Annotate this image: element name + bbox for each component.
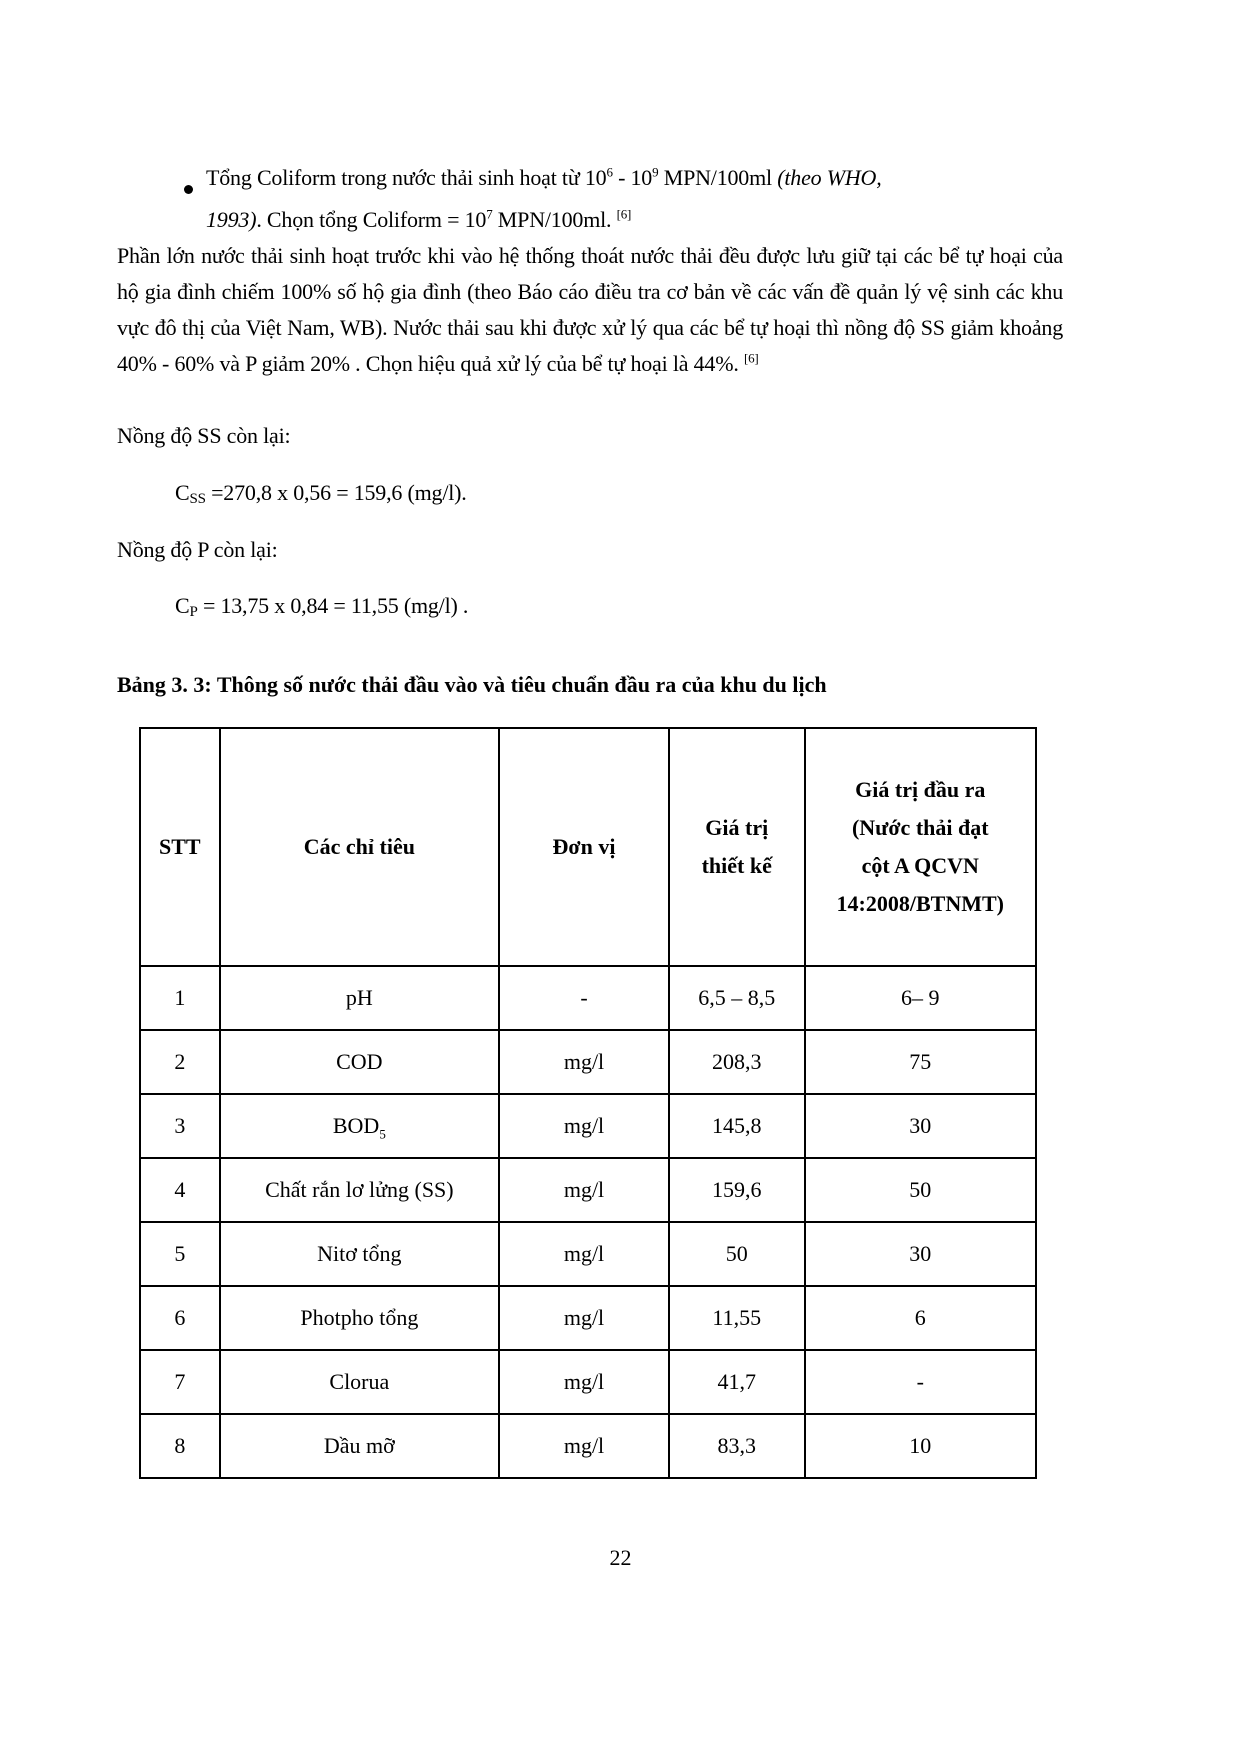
wastewater-parameters-table	[139, 727, 1037, 1479]
cell-output: 6	[805, 1286, 1036, 1350]
table-caption: Bảng 3. 3: Thông số nước thải đầu vào và tiêu chuẩn đầu ra của khu du lịch	[117, 672, 827, 697]
cell-unit: mg/l	[499, 1414, 669, 1478]
cell-output: 50	[805, 1158, 1036, 1222]
bullet-text: - 10	[612, 165, 653, 190]
cell-parameter: COD	[220, 1030, 499, 1094]
header-stt: STT	[140, 728, 220, 966]
table-row	[140, 966, 1036, 1030]
paragraph-text: Phần lớn nước thải sinh hoạt trước khi vào hệ thống thoát nước thải đều được lưu giữ tại các bể tự hoại của hộ gia đình chiếm 100% số hộ gia đình (theo Báo cáo điều tra cơ bản về các vấn đề quản lý vệ sinh các khu vực đô thị của Việt Nam, WB). Nước thải sau khi được xử lý qua các bể tự hoại thì nồng độ SS giảm khoảng 40% - 60% và P giảm 20% . Chọn hiệu quả xử lý của bể tự hoại là 44%.	[117, 243, 1063, 376]
cell-design: 159,6	[669, 1158, 805, 1222]
formula-expression: =270,8 x 0,56 = 159,6 (mg/l).	[205, 480, 467, 505]
cell-design: 208,3	[669, 1030, 805, 1094]
cell-stt: 5	[140, 1222, 220, 1286]
cell-parameter: Chất rắn lơ lửng (SS)	[220, 1158, 499, 1222]
cell-design: 6,5 – 8,5	[669, 966, 805, 1030]
header-line: thiết kế	[701, 853, 772, 878]
formula-symbol: C	[175, 480, 190, 505]
header-line: Giá trị	[705, 815, 769, 840]
header-parameter: Các chỉ tiêu	[220, 728, 499, 966]
cell-design: 83,3	[669, 1414, 805, 1478]
exponent: 9	[652, 164, 659, 180]
cell-stt: 6	[140, 1286, 220, 1350]
header-unit: Đơn vị	[499, 728, 669, 966]
cell-unit: -	[499, 966, 669, 1030]
cell-stt: 7	[140, 1350, 220, 1414]
cell-output: -	[805, 1350, 1036, 1414]
parameter-subscript: 5	[379, 1126, 386, 1142]
cell-design: 50	[669, 1222, 805, 1286]
header-line: (Nước thải đạt	[851, 815, 989, 840]
cell-output: 10	[805, 1414, 1036, 1478]
cell-unit: mg/l	[499, 1158, 669, 1222]
bullet-coliform-line2	[206, 202, 631, 238]
bullet-icon	[184, 185, 193, 194]
cell-output: 6– 9	[805, 966, 1036, 1030]
reference-marker: [6]	[616, 206, 632, 222]
cell-design: 11,55	[669, 1286, 805, 1350]
cell-stt: 2	[140, 1030, 220, 1094]
header-design-value	[669, 728, 805, 966]
bullet-text: Tổng Coliform trong nước thải sinh hoạt từ 10	[206, 165, 607, 190]
cell-parameter: pH	[220, 966, 499, 1030]
cell-parameter: Photpho tổng	[220, 1286, 499, 1350]
citation-italic: 1993)	[206, 207, 257, 232]
cell-output: 30	[805, 1222, 1036, 1286]
cell-parameter: Nitơ tổng	[220, 1222, 499, 1286]
table-row	[140, 1158, 1036, 1222]
bullet-text: MPN/100ml.	[492, 207, 617, 232]
ss-label: Nồng độ SS còn lại:	[117, 423, 291, 448]
table-header-row	[140, 728, 1036, 966]
bullet-text: MPN/100ml	[658, 165, 778, 190]
table-row	[140, 1286, 1036, 1350]
exponent: 7	[486, 206, 493, 222]
table-row	[140, 1030, 1036, 1094]
cell-parameter: Dầu mỡ	[220, 1414, 499, 1478]
cell-stt: 4	[140, 1158, 220, 1222]
page-number: 22	[609, 1545, 632, 1570]
cell-unit: mg/l	[499, 1030, 669, 1094]
formula-subscript: P	[189, 604, 198, 620]
cell-stt: 1	[140, 966, 220, 1030]
cell-stt: 8	[140, 1414, 220, 1478]
cell-unit: mg/l	[499, 1094, 669, 1158]
header-line: 14:2008/BTNMT)	[836, 891, 1004, 916]
table-row	[140, 1094, 1036, 1158]
formula-symbol: C	[175, 593, 190, 618]
header-line: cột A QCVN	[861, 853, 979, 878]
formula-expression: = 13,75 x 0,84 = 11,55 (mg/l) .	[197, 593, 469, 618]
cell-output: 75	[805, 1030, 1036, 1094]
paragraph-septic-tank	[117, 238, 1063, 382]
header-line: Giá trị đầu ra	[855, 777, 986, 802]
table-row	[140, 1350, 1036, 1414]
parameter-name: BOD	[332, 1113, 380, 1138]
ss-formula	[175, 475, 467, 517]
cell-unit: mg/l	[499, 1286, 669, 1350]
cell-stt: 3	[140, 1094, 220, 1158]
p-formula	[175, 588, 468, 630]
reference-marker: [6]	[743, 350, 759, 366]
cell-parameter: Clorua	[220, 1350, 499, 1414]
citation-italic: (theo WHO,	[777, 165, 882, 190]
formula-subscript: SS	[189, 491, 206, 507]
bullet-coliform-line1	[206, 160, 1056, 196]
table-row	[140, 1222, 1036, 1286]
exponent: 6	[606, 164, 613, 180]
bullet-text: . Chọn tổng Coliform = 10	[256, 207, 487, 232]
cell-unit: mg/l	[499, 1222, 669, 1286]
cell-parameter	[220, 1094, 499, 1158]
cell-design: 145,8	[669, 1094, 805, 1158]
cell-unit: mg/l	[499, 1350, 669, 1414]
header-output-value	[805, 728, 1036, 966]
cell-output: 30	[805, 1094, 1036, 1158]
table-row	[140, 1414, 1036, 1478]
p-label: Nồng độ P còn lại:	[117, 537, 278, 562]
cell-design: 41,7	[669, 1350, 805, 1414]
